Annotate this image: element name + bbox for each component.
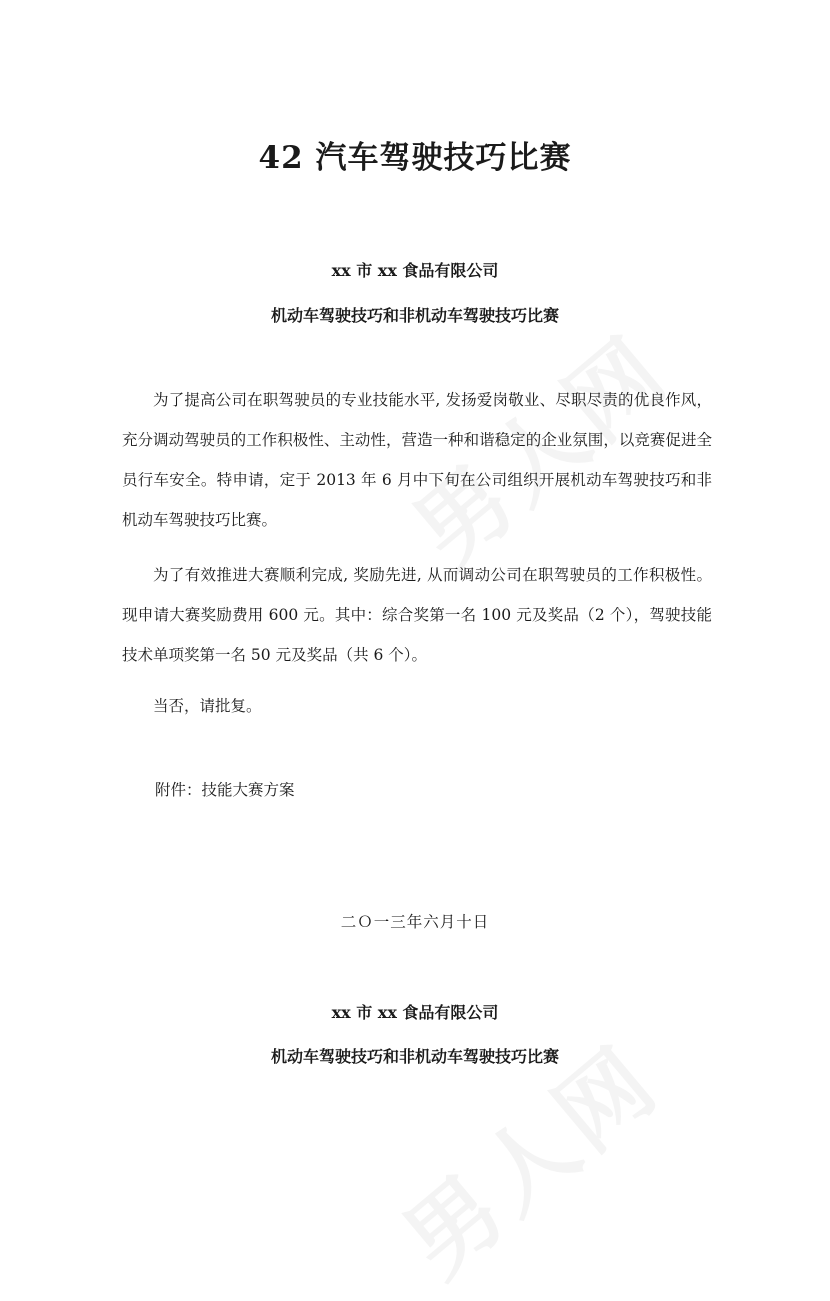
header-company: xx 市 xx 食品有限公司: [331, 261, 499, 280]
footer-company: xx 市 xx 食品有限公司: [331, 1003, 499, 1022]
header-subject: 机动车驾驶技巧和非机动车驾驶技巧比赛: [270, 306, 559, 325]
document-date: 二Ｏ一三年六月十日: [340, 913, 490, 931]
footer-subject: 机动车驾驶技巧和非机动车驾驶技巧比赛: [270, 1047, 559, 1066]
body-paragraph-1: 为了提高公司在职驾驶员的专业技能水平, 发扬爱岗敬业、尽职尽责的优良作风，充分调动驾驶员的工作积极性、主动性，营造一种和谐稳定的企业氛围，以竞赛促进全员行车安全。特申请，定于 2013 年 6 月中下旬在公司组织开展机动车驾驶技巧和非机动车驾驶技巧比赛。: [122, 391, 712, 529]
document-title: 42 汽车驾驶技巧比赛: [258, 140, 572, 176]
body-paragraph-3: 当否，请批复。: [153, 697, 262, 715]
attachment-note: 附件：技能大赛方案: [155, 781, 295, 799]
body-paragraph-2: 为了有效推进大赛顺利完成, 奖励先进, 从而调动公司在职驾驶员的工作积极性。现申请大赛奖励费用 600 元。其中：综合奖第一名 100 元及奖品（2 个），驾驶技能技术单项奖第一名 50 元及奖品（共 6 个）。: [122, 566, 712, 664]
